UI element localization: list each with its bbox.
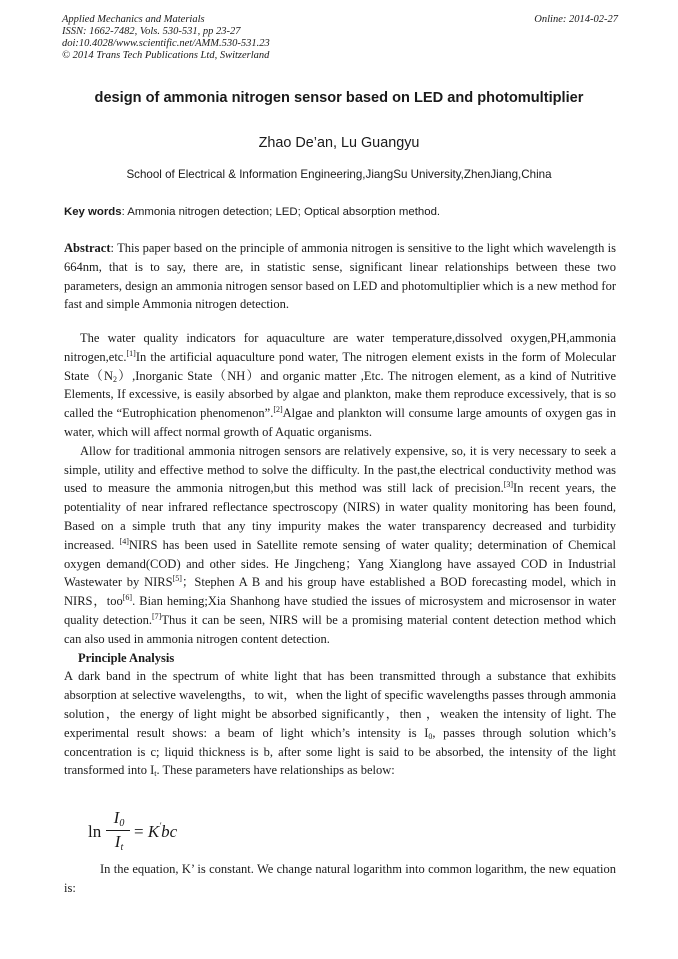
text-run: Thus it can be seen, NIRS will be a promising material content detection method which can also used in ammonia nitrogen content detection. xyxy=(64,612,616,646)
journal-header xyxy=(62,14,618,62)
keywords-label: Key words xyxy=(64,206,122,218)
text-run: , passes through solution which’s concentration is c; liquid thickness is b, after some light is said to be absorbed, the intensity of the light transformed into I xyxy=(64,725,616,778)
journal-issn: ISSN: 1662-7482, Vols. 530-531, pp 23-27 xyxy=(62,26,241,37)
text-run: Algae and plankton will consume large amounts of oxygen gas in water, which will affect normal growth of Aquatic organisms. xyxy=(64,406,616,439)
fraction-bar xyxy=(106,830,130,831)
citation-ref: [2] xyxy=(273,405,283,415)
section-heading: Principle Analysis xyxy=(78,650,175,665)
paragraph-intro xyxy=(64,329,616,442)
paragraph-principle xyxy=(64,667,616,780)
equation-denominator xyxy=(107,832,131,852)
text-run: In the artificial aquaculture pond water, The nitrogen element exists in the form of Molecular State（N xyxy=(64,349,616,383)
equals-sign: = xyxy=(134,822,144,841)
subscript: t xyxy=(120,842,124,853)
abstract-label: Abstract xyxy=(64,241,111,255)
equation-symbol: I xyxy=(114,832,121,851)
equation-symbol: bc xyxy=(161,822,178,841)
subscript: 0 xyxy=(119,818,125,829)
paper-authors: Zhao De’an, Lu Guangyu xyxy=(258,135,420,151)
equation-ln: ln xyxy=(88,822,102,841)
equation-symbol: K xyxy=(147,822,160,841)
equation-rhs xyxy=(134,822,177,842)
subscript: t xyxy=(154,769,157,779)
subscript: 0 xyxy=(428,731,433,741)
abstract xyxy=(64,239,616,314)
journal-name: Applied Mechanics and Materials xyxy=(62,14,205,25)
paper-affiliation: School of Electrical & Information Engineering,JiangSu University,ZhenJiang,China xyxy=(126,168,552,181)
paragraph-equation-note xyxy=(64,860,616,898)
equation-note: In the equation, K’ is constant. We change natural logarithm into common logarithm, the new equation is: xyxy=(64,862,616,895)
abstract-text: : This paper based on the principle of ammonia nitrogen is sensitive to the light which wavelength is 664nm, that is to say, there are, in statistic sense, significant linear relationships between these two parameters, design an ammonia nitrogen sensor based on LED and photomultiplier which is a new method for fast and simple Ammonia nitrogen detection. xyxy=(64,241,616,312)
paragraph-background xyxy=(64,442,616,649)
citation-ref: [3] xyxy=(503,480,514,490)
citation-ref: [1] xyxy=(126,348,136,358)
text-run: In recent years, the potentiality of near infrared reflectance spectroscopy (NIRS) in water quality monitoring has been found, Based on a simple truth that any tiny impurity makes the water transparency decreased and turbidity increased. xyxy=(64,481,616,552)
keywords-text: : Ammonia nitrogen detection; LED; Optical absorption method. xyxy=(121,206,441,218)
journal-copyright: © 2014 Trans Tech Publications Ltd, Switzerland xyxy=(62,50,270,61)
text-run: . These parameters have relationships as below: xyxy=(156,763,395,778)
citation-ref: [4] xyxy=(119,536,129,546)
text-run: The water quality indicators for aquaculture are water temperature,dissolved oxygen,PH,ammonia nitrogen,etc. xyxy=(64,331,616,364)
subscript: 2 xyxy=(113,374,118,384)
text-run: . Bian heming;Xia Shanhong have studied the issues of microsystem and microsensor in water quality detection. xyxy=(64,594,616,627)
journal-doi: doi:10.4028/www.scientific.net/AMM.530-531.23 xyxy=(62,38,270,49)
prime-mark: ' xyxy=(159,821,162,831)
text-run: ）,Inorganic State（NH）and organic matter ,Etc. The nitrogen element, as a kind of Nutritive Elements, If excessive, is easily absorbed by algae and plankton, make them reproduce excessively, that is so called the “Eutrophication phenomenon”. xyxy=(64,368,616,421)
citation-ref: [5] xyxy=(172,574,182,584)
text-run: A dark band in the spectrum of white light that has been transmitted through a substance that exhibits absorption at selective wavelengths，to wit，when the light of specific wavelengths passes through ammonia solution，the energy of light might be absorbed significantly，then ，weaken the intensity of light. The experimental result shows: a beam of light which’s intensity is I xyxy=(64,669,616,740)
citation-ref: [7] xyxy=(152,611,162,621)
text-run: NIRS has been used in Satellite remote sensing of water quality; determination of Chemical oxygen demand(COD) and other sides. He Jingcheng；Yang Xianglong have assayed COD in Industrial Wastewater by NIRS xyxy=(64,537,616,590)
paper-title: design of ammonia nitrogen sensor based on LED and photomultiplier xyxy=(94,90,584,106)
main-body xyxy=(64,329,616,780)
equation-numerator xyxy=(107,808,131,828)
keywords xyxy=(64,206,616,218)
online-date: Online: 2014-02-27 xyxy=(534,14,618,25)
citation-ref: [6] xyxy=(122,593,133,603)
text-run: ；Stephen A B and his group have established a BOD forecasting model, which in NIRS，too xyxy=(64,575,616,609)
equation-beer-lambert xyxy=(88,808,288,860)
text-run: Allow for traditional ammonia nitrogen sensors are relatively expensive, so, it is very necessary to seek a simple, utility and effective method to solve the difficulty. In the past,the electrical conductivity method was used to measure the ammonia nitrogen,but this method was still lack of precision. xyxy=(64,443,616,496)
equation-symbol: I xyxy=(113,808,120,827)
